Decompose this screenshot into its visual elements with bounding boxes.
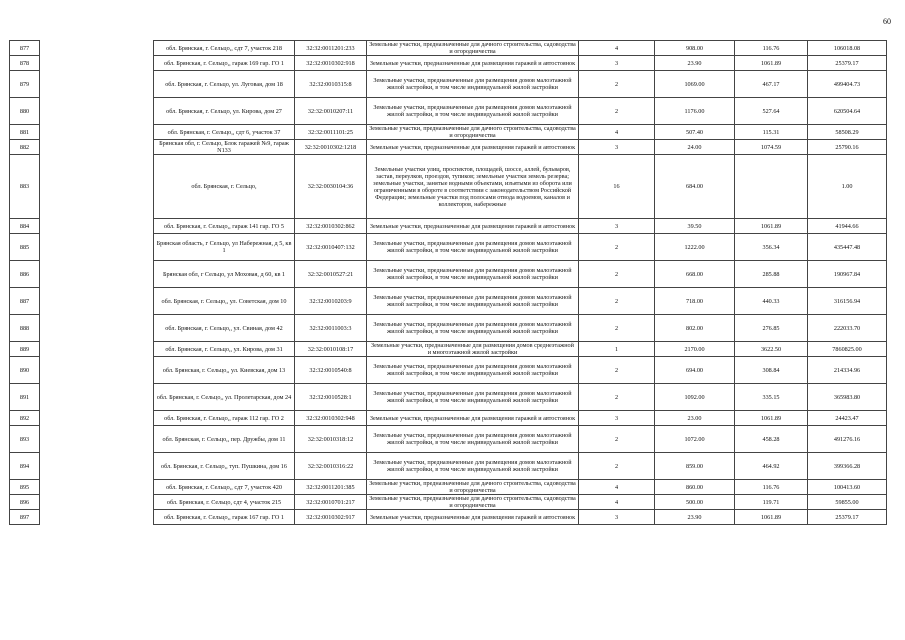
- cadastral-value-table: [9, 40, 887, 525]
- group-cell: 2: [579, 71, 655, 98]
- spacer-cell: [40, 41, 154, 56]
- row-number: 881: [10, 125, 40, 140]
- specific-value-cell: 467.17: [735, 71, 808, 98]
- specific-value-cell: 458.28: [735, 426, 808, 453]
- cadastral-number-cell: 32:32:0011201:233: [295, 41, 367, 56]
- specific-value-cell: 335.15: [735, 384, 808, 411]
- area-cell: 908.00: [655, 41, 735, 56]
- address-cell: обл. Брянская, г. Сельцо,, ул. Кирова, дом 31: [154, 342, 295, 357]
- specific-value-cell: 1061.89: [735, 510, 808, 525]
- cadastral-number-cell: 32:32:0011003:3: [295, 315, 367, 342]
- row-number: 896: [10, 495, 40, 510]
- address-cell: обл. Брянская, г. Сельцо,, гараж 141 гар. ГО 5: [154, 219, 295, 234]
- row-number: 890: [10, 357, 40, 384]
- group-cell: 2: [579, 426, 655, 453]
- address-cell: обл. Брянская, г. Сельцо, сдт 4, участок 215: [154, 495, 295, 510]
- spacer-cell: [40, 234, 154, 261]
- cadastral-value-cell: 41944.66: [808, 219, 887, 234]
- specific-value-cell: 356.34: [735, 234, 808, 261]
- table-row: [10, 140, 887, 155]
- row-number: 877: [10, 41, 40, 56]
- specific-value-cell: 308.84: [735, 357, 808, 384]
- spacer-cell: [40, 261, 154, 288]
- address-cell: обл. Брянская, г. Сельцо, ул. Луговая, дом 18: [154, 71, 295, 98]
- group-cell: 4: [579, 495, 655, 510]
- address-cell: обл. Брянская, г. Сельцо,, гараж 112 гар. ГО 2: [154, 411, 295, 426]
- area-cell: 24.00: [655, 140, 735, 155]
- cadastral-value-cell: 190967.84: [808, 261, 887, 288]
- table-row: [10, 357, 887, 384]
- land-use-cell: Земельные участки, предназначенные для дачного строительства, садоводства и огородничества: [367, 41, 579, 56]
- spacer-cell: [40, 342, 154, 357]
- table-row: [10, 56, 887, 71]
- address-cell: Брянская обл, г Сельцо, ул Моховая, д 60, кв 1: [154, 261, 295, 288]
- spacer-cell: [40, 288, 154, 315]
- cadastral-number-cell: 32:32:0010318:12: [295, 426, 367, 453]
- table-row: [10, 426, 887, 453]
- cadastral-value-cell: 365983.80: [808, 384, 887, 411]
- area-cell: 802.00: [655, 315, 735, 342]
- area-cell: 1222.00: [655, 234, 735, 261]
- cadastral-number-cell: 32:32:0010315:8: [295, 71, 367, 98]
- area-cell: 23.00: [655, 411, 735, 426]
- area-cell: 1072.00: [655, 426, 735, 453]
- cadastral-number-cell: 32:32:0010302:862: [295, 219, 367, 234]
- cadastral-value-cell: 58508.29: [808, 125, 887, 140]
- address-cell: обл. Брянская, г. Сельцо,, сдт 7, участок 218: [154, 41, 295, 56]
- row-number: 887: [10, 288, 40, 315]
- cadastral-value-cell: 435447.48: [808, 234, 887, 261]
- address-cell: обл. Брянская, г. Сельцо,, гараж 169 гар. ГО 1: [154, 56, 295, 71]
- land-use-cell: Земельные участки, предназначенные для размещения домов малоэтажной жилой застройки, в том числе индивидуальной жилой застройки: [367, 357, 579, 384]
- specific-value-cell: 527.64: [735, 98, 808, 125]
- group-cell: 2: [579, 261, 655, 288]
- cadastral-number-cell: 32:32:0010540:8: [295, 357, 367, 384]
- row-number: 895: [10, 480, 40, 495]
- cadastral-value-cell: 100413.60: [808, 480, 887, 495]
- area-cell: 859.00: [655, 453, 735, 480]
- cadastral-value-cell: 620504.64: [808, 98, 887, 125]
- address-cell: обл. Брянская, г. Сельцо,, ул. Киевская, дом 13: [154, 357, 295, 384]
- specific-value-cell: 276.85: [735, 315, 808, 342]
- cadastral-value-cell: 59855.00: [808, 495, 887, 510]
- spacer-cell: [40, 357, 154, 384]
- area-cell: 1069.00: [655, 71, 735, 98]
- cadastral-number-cell: 32:32:0010701:217: [295, 495, 367, 510]
- area-cell: 23.90: [655, 510, 735, 525]
- group-cell: 3: [579, 56, 655, 71]
- land-use-cell: Земельные участки, предназначенные для размещения домов малоэтажной жилой застройки, в том числе индивидуальной жилой застройки: [367, 98, 579, 125]
- cadastral-number-cell: 32:32:0030104:36: [295, 155, 367, 219]
- group-cell: 2: [579, 384, 655, 411]
- cadastral-number-cell: 32:32:0010302:918: [295, 56, 367, 71]
- cadastral-number-cell: 32:32:0010302:917: [295, 510, 367, 525]
- area-cell: 668.00: [655, 261, 735, 288]
- address-cell: обл. Брянская, г. Сельцо,: [154, 155, 295, 219]
- cadastral-number-cell: 32:32:0010302:948: [295, 411, 367, 426]
- group-cell: 4: [579, 125, 655, 140]
- specific-value-cell: 464.92: [735, 453, 808, 480]
- spacer-cell: [40, 453, 154, 480]
- cadastral-value-cell: 1.00: [808, 155, 887, 219]
- row-number: 880: [10, 98, 40, 125]
- row-number: 886: [10, 261, 40, 288]
- land-use-cell: Земельные участки, предназначенные для размещения домов малоэтажной жилой застройки, в том числе индивидуальной жилой застройки: [367, 426, 579, 453]
- table-row: [10, 480, 887, 495]
- table-row: [10, 98, 887, 125]
- spacer-cell: [40, 426, 154, 453]
- specific-value-cell: 3622.50: [735, 342, 808, 357]
- specific-value-cell: 1061.89: [735, 219, 808, 234]
- address-cell: обл. Брянская, г. Сельцо,, пер. Дружбы, дом 11: [154, 426, 295, 453]
- cadastral-value-cell: 222033.70: [808, 315, 887, 342]
- spacer-cell: [40, 219, 154, 234]
- row-number: 889: [10, 342, 40, 357]
- table-row: [10, 155, 887, 219]
- table-row: [10, 510, 887, 525]
- land-use-cell: Земельные участки, предназначенные для дачного строительства, садоводства и огородничества: [367, 495, 579, 510]
- row-number: 888: [10, 315, 40, 342]
- area-cell: 2170.00: [655, 342, 735, 357]
- address-cell: Брянская обл, г. Сельцо, Блок гаражей №9, гараж N133: [154, 140, 295, 155]
- address-cell: обл. Брянская, г. Сельцо,, гараж 167 гар. ГО 1: [154, 510, 295, 525]
- row-number: 883: [10, 155, 40, 219]
- group-cell: 3: [579, 510, 655, 525]
- address-cell: обл. Брянская, г. Сельцо,, туп. Пушкина, дом 16: [154, 453, 295, 480]
- group-cell: 2: [579, 357, 655, 384]
- group-cell: 1: [579, 342, 655, 357]
- area-cell: 694.00: [655, 357, 735, 384]
- land-use-cell: Земельные участки, предназначенные для дачного строительства, садоводства и огородничества: [367, 125, 579, 140]
- group-cell: 2: [579, 315, 655, 342]
- specific-value-cell: 1074.59: [735, 140, 808, 155]
- area-cell: 860.00: [655, 480, 735, 495]
- spacer-cell: [40, 510, 154, 525]
- cadastral-value-cell: 25379.17: [808, 56, 887, 71]
- group-cell: 2: [579, 453, 655, 480]
- group-cell: 4: [579, 41, 655, 56]
- address-cell: Брянская область, г Сельцо, ул Набережная, д 5, кв 1: [154, 234, 295, 261]
- cadastral-number-cell: 32:32:0010407:132: [295, 234, 367, 261]
- land-use-cell: Земельные участки, предназначенные для размещения гаражей и автостоянок: [367, 219, 579, 234]
- group-cell: 3: [579, 219, 655, 234]
- group-cell: 3: [579, 140, 655, 155]
- cadastral-value-cell: 491276.16: [808, 426, 887, 453]
- cadastral-number-cell: 32:32:0010207:11: [295, 98, 367, 125]
- spacer-cell: [40, 495, 154, 510]
- cadastral-number-cell: 32:32:0010108:17: [295, 342, 367, 357]
- table-row: [10, 41, 887, 56]
- land-use-cell: Земельные участки, предназначенные для размещения гаражей и автостоянок: [367, 56, 579, 71]
- spacer-cell: [40, 56, 154, 71]
- table-row: [10, 411, 887, 426]
- row-number: 882: [10, 140, 40, 155]
- area-cell: 23.90: [655, 56, 735, 71]
- area-cell: 507.40: [655, 125, 735, 140]
- row-number: 885: [10, 234, 40, 261]
- table-row: [10, 315, 887, 342]
- land-use-cell: Земельные участки, предназначенные для размещения гаражей и автостоянок: [367, 411, 579, 426]
- address-cell: обл. Брянская, г. Сельцо,, сдт 6, участок 37: [154, 125, 295, 140]
- address-cell: обл. Брянская, г. Сельцо,, ул. Пролетарская, дом 24: [154, 384, 295, 411]
- cadastral-value-cell: 499404.73: [808, 71, 887, 98]
- row-number: 892: [10, 411, 40, 426]
- group-cell: 2: [579, 288, 655, 315]
- row-number: 891: [10, 384, 40, 411]
- row-number: 884: [10, 219, 40, 234]
- row-number: 894: [10, 453, 40, 480]
- page-number: 60: [883, 17, 891, 26]
- cadastral-value-cell: 399366.28: [808, 453, 887, 480]
- spacer-cell: [40, 125, 154, 140]
- cadastral-value-cell: 25790.16: [808, 140, 887, 155]
- table-row: [10, 342, 887, 357]
- land-use-cell: Земельные участки, предназначенные для размещения домов малоэтажной жилой застройки, в том числе индивидуальной жилой застройки: [367, 384, 579, 411]
- table-row: [10, 125, 887, 140]
- group-cell: 3: [579, 411, 655, 426]
- area-cell: 684.00: [655, 155, 735, 219]
- specific-value-cell: 115.31: [735, 125, 808, 140]
- spacer-cell: [40, 98, 154, 125]
- table-row: [10, 495, 887, 510]
- spacer-cell: [40, 140, 154, 155]
- cadastral-value-cell: 24423.47: [808, 411, 887, 426]
- land-use-cell: Земельные участки, предназначенные для размещения домов среднеэтажной и многоэтажной жилой застройки: [367, 342, 579, 357]
- cadastral-number-cell: 32:32:0011101:25: [295, 125, 367, 140]
- land-use-cell: Земельные участки улиц, проспектов, площадей, шоссе, аллей, бульваров, застав, переулков, проездов, тупиков; земельные участки земель резерва; земельные участки, занятые водными объектами, изъятыми из оборота или ограниченными в обороте в соответствии с законодательством Российской Федерации; земельные участки под полосами отвода водоемов, каналов и коллекторов, набережные: [367, 155, 579, 219]
- specific-value-cell: 119.71: [735, 495, 808, 510]
- row-number: 878: [10, 56, 40, 71]
- address-cell: обл. Брянская, г. Сельцо,, сдт 7, участок 420: [154, 480, 295, 495]
- cadastral-value-cell: 25379.17: [808, 510, 887, 525]
- row-number: 897: [10, 510, 40, 525]
- table-row: [10, 453, 887, 480]
- group-cell: 16: [579, 155, 655, 219]
- land-use-cell: Земельные участки, предназначенные для размещения домов малоэтажной жилой застройки, в том числе индивидуальной жилой застройки: [367, 315, 579, 342]
- spacer-cell: [40, 480, 154, 495]
- address-cell: обл. Брянская, г. Сельцо,, ул. Свиная, дом 42: [154, 315, 295, 342]
- cadastral-number-cell: 32:32:0010528:1: [295, 384, 367, 411]
- group-cell: 2: [579, 234, 655, 261]
- specific-value-cell: 1061.89: [735, 56, 808, 71]
- area-cell: 1092.00: [655, 384, 735, 411]
- area-cell: 1176.00: [655, 98, 735, 125]
- cadastral-number-cell: 32:32:0010527:21: [295, 261, 367, 288]
- table-row: [10, 71, 887, 98]
- land-use-cell: Земельные участки, предназначенные для размещения домов малоэтажной жилой застройки, в том числе индивидуальной жилой застройки: [367, 261, 579, 288]
- specific-value-cell: 116.76: [735, 480, 808, 495]
- specific-value-cell: 285.88: [735, 261, 808, 288]
- spacer-cell: [40, 384, 154, 411]
- address-cell: обл. Брянская, г. Сельцо, ул. Кирова, дом 27: [154, 98, 295, 125]
- row-number: 879: [10, 71, 40, 98]
- land-use-cell: Земельные участки, предназначенные для размещения домов малоэтажной жилой застройки, в том числе индивидуальной жилой застройки: [367, 453, 579, 480]
- land-use-cell: Земельные участки, предназначенные для размещения гаражей и автостоянок: [367, 510, 579, 525]
- cadastral-number-cell: 32:32:0010316:22: [295, 453, 367, 480]
- spacer-cell: [40, 71, 154, 98]
- table-row: [10, 384, 887, 411]
- land-use-cell: Земельные участки, предназначенные для размещения домов малоэтажной жилой застройки, в том числе индивидуальной жилой застройки: [367, 234, 579, 261]
- spacer-cell: [40, 155, 154, 219]
- spacer-cell: [40, 315, 154, 342]
- cadastral-value-cell: 316156.94: [808, 288, 887, 315]
- land-use-cell: Земельные участки, предназначенные для размещения домов малоэтажной жилой застройки, в том числе индивидуальной жилой застройки: [367, 288, 579, 315]
- spacer-cell: [40, 411, 154, 426]
- table-row: [10, 288, 887, 315]
- row-number: 893: [10, 426, 40, 453]
- table-row: [10, 219, 887, 234]
- cadastral-value-cell: 214334.96: [808, 357, 887, 384]
- cadastral-number-cell: 32:32:0010203:9: [295, 288, 367, 315]
- specific-value-cell: [735, 155, 808, 219]
- group-cell: 2: [579, 98, 655, 125]
- land-use-cell: Земельные участки, предназначенные для размещения гаражей и автостоянок: [367, 140, 579, 155]
- table-row: [10, 261, 887, 288]
- cadastral-number-cell: 32:32:0010302:1218: [295, 140, 367, 155]
- cadastral-value-cell: 7860825.00: [808, 342, 887, 357]
- table-row: [10, 234, 887, 261]
- area-cell: 500.00: [655, 495, 735, 510]
- group-cell: 4: [579, 480, 655, 495]
- area-cell: 718.00: [655, 288, 735, 315]
- area-cell: 39.50: [655, 219, 735, 234]
- specific-value-cell: 116.76: [735, 41, 808, 56]
- cadastral-number-cell: 32:32:0011201:385: [295, 480, 367, 495]
- specific-value-cell: 440.33: [735, 288, 808, 315]
- specific-value-cell: 1061.89: [735, 411, 808, 426]
- land-use-cell: Земельные участки, предназначенные для размещения домов малоэтажной жилой застройки, в том числе индивидуальной жилой застройки: [367, 71, 579, 98]
- address-cell: обл. Брянская, г. Сельцо,, ул. Советская, дом 10: [154, 288, 295, 315]
- cadastral-value-cell: 106018.08: [808, 41, 887, 56]
- land-use-cell: Земельные участки, предназначенные для дачного строительства, садоводства и огородничества: [367, 480, 579, 495]
